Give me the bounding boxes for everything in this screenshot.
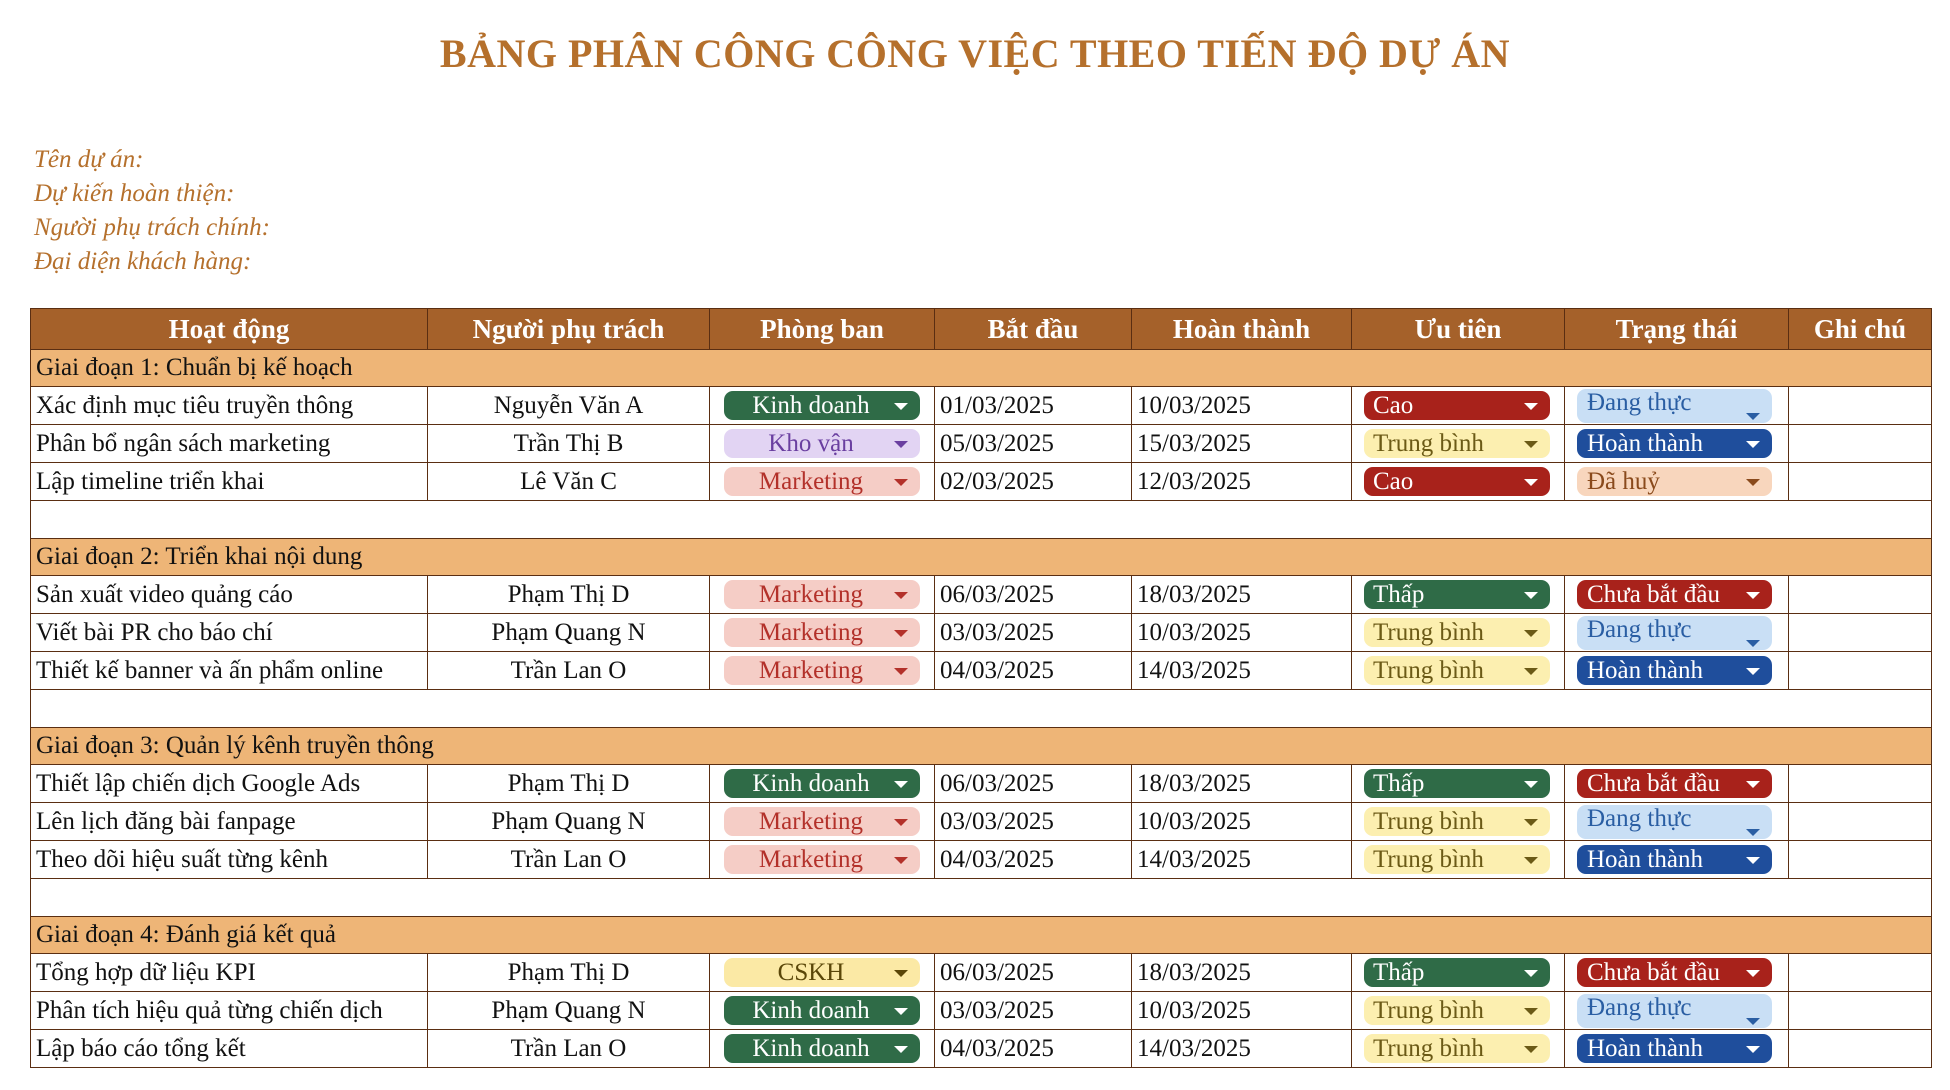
- project-name-label: Tên dự án:: [34, 146, 144, 173]
- phase-row: [31, 539, 1932, 576]
- dropdown-value: Kinh doanh: [752, 1034, 870, 1062]
- activity-cell[interactable]: Sản xuất video quảng cáo: [31, 576, 428, 614]
- chevron-down-icon[interactable]: [894, 441, 908, 448]
- department-wrap: [710, 387, 934, 424]
- dropdown-value: Chưa bắt đầu: [1587, 769, 1720, 797]
- department-cell[interactable]: [710, 803, 935, 841]
- dropdown-value: Kho vận: [768, 429, 854, 457]
- dropdown-value: Hoàn thành: [1587, 656, 1703, 684]
- chevron-down-icon[interactable]: [894, 857, 908, 864]
- priority-dropdown[interactable]: [1364, 391, 1550, 420]
- dropdown-value: Marketing: [758, 467, 864, 495]
- priority-wrap: [1352, 992, 1564, 1029]
- dropdown-value: CSKH: [777, 958, 845, 986]
- owner-cell[interactable]: Phạm Thị D: [428, 954, 710, 992]
- dropdown-value: Chưa bắt đầu: [1587, 580, 1720, 608]
- priority-dropdown[interactable]: [1364, 769, 1550, 798]
- activity-cell[interactable]: Lập báo cáo tổng kết: [31, 1030, 428, 1068]
- priority-wrap: [1352, 1030, 1564, 1067]
- department-cell[interactable]: [710, 576, 935, 614]
- owner-cell[interactable]: Phạm Quang N: [428, 803, 710, 841]
- table-body: [31, 350, 1932, 1068]
- note-cell[interactable]: [1789, 425, 1932, 463]
- chevron-down-icon[interactable]: [1746, 640, 1760, 647]
- priority-wrap: [1352, 387, 1564, 424]
- chevron-down-icon[interactable]: [894, 403, 908, 410]
- header-row: [31, 309, 1932, 350]
- status-dropdown[interactable]: [1577, 845, 1772, 874]
- owner-cell[interactable]: Nguyễn Văn A: [428, 387, 710, 425]
- department-wrap: [710, 992, 934, 1029]
- department-dropdown[interactable]: [724, 996, 920, 1025]
- status-dropdown[interactable]: [1577, 994, 1772, 1028]
- note-cell[interactable]: [1789, 841, 1932, 879]
- end-date-cell[interactable]: 18/03/2025: [1132, 576, 1352, 614]
- department-wrap: [710, 425, 934, 462]
- owner-cell[interactable]: Trần Lan O: [428, 1030, 710, 1068]
- department-dropdown[interactable]: [724, 618, 920, 647]
- phase-row: [31, 350, 1932, 387]
- header-status[interactable]: Trạng thái: [1565, 309, 1789, 350]
- header-department[interactable]: Phòng ban: [710, 309, 935, 350]
- start-date-cell[interactable]: 04/03/2025: [935, 652, 1132, 690]
- chevron-down-icon[interactable]: [1746, 668, 1760, 675]
- department-cell[interactable]: [710, 614, 935, 652]
- dropdown-value: Marketing: [758, 807, 864, 835]
- dropdown-value: Cao: [1373, 467, 1414, 495]
- status-wrap: [1565, 387, 1788, 424]
- department-cell[interactable]: [710, 765, 935, 803]
- priority-cell[interactable]: [1352, 765, 1565, 803]
- priority-dropdown[interactable]: [1364, 845, 1550, 874]
- task-row: [31, 954, 1932, 992]
- owner-cell[interactable]: Phạm Quang N: [428, 614, 710, 652]
- status-wrap: [1565, 954, 1788, 991]
- phase-title: Giai đoạn 1: Chuẩn bị kế hoạch: [31, 350, 1932, 387]
- task-row: [31, 387, 1932, 425]
- note-cell[interactable]: [1789, 992, 1932, 1030]
- owner-cell[interactable]: Phạm Thị D: [428, 576, 710, 614]
- chevron-down-icon[interactable]: [1746, 781, 1760, 788]
- end-date-cell[interactable]: 18/03/2025: [1132, 765, 1352, 803]
- chevron-down-icon[interactable]: [894, 781, 908, 788]
- chevron-down-icon[interactable]: [1746, 592, 1760, 599]
- priority-wrap: [1352, 803, 1564, 840]
- priority-wrap: [1352, 765, 1564, 802]
- priority-dropdown[interactable]: [1364, 1034, 1550, 1063]
- chevron-down-icon[interactable]: [1524, 403, 1538, 410]
- task-row: [31, 425, 1932, 463]
- dropdown-value: Đang thực: [1587, 388, 1692, 416]
- department-dropdown[interactable]: [724, 1034, 920, 1063]
- chevron-down-icon[interactable]: [894, 1046, 908, 1053]
- dropdown-value: Hoàn thành: [1587, 1034, 1703, 1062]
- chevron-down-icon[interactable]: [1524, 630, 1538, 637]
- status-cell[interactable]: [1565, 463, 1789, 501]
- chevron-down-icon[interactable]: [1746, 1018, 1760, 1025]
- status-dropdown[interactable]: [1577, 1034, 1772, 1063]
- task-row: [31, 803, 1932, 841]
- status-dropdown[interactable]: [1577, 958, 1772, 987]
- priority-cell[interactable]: [1352, 841, 1565, 879]
- department-dropdown[interactable]: [724, 467, 920, 496]
- phase-row: [31, 728, 1932, 765]
- priority-wrap: [1352, 463, 1564, 500]
- dropdown-value: Đang thực: [1587, 804, 1692, 832]
- note-cell[interactable]: [1789, 954, 1932, 992]
- owner-cell[interactable]: Trần Lan O: [428, 841, 710, 879]
- start-date-cell[interactable]: 03/03/2025: [935, 992, 1132, 1030]
- chevron-down-icon[interactable]: [1524, 668, 1538, 675]
- status-dropdown[interactable]: [1577, 389, 1772, 423]
- note-cell[interactable]: [1789, 765, 1932, 803]
- dropdown-value: Kinh doanh: [752, 769, 870, 797]
- chevron-down-icon[interactable]: [1524, 781, 1538, 788]
- dropdown-value: Đã huỷ: [1587, 467, 1660, 495]
- chevron-down-icon[interactable]: [1524, 479, 1538, 486]
- start-date-cell[interactable]: 05/03/2025: [935, 425, 1132, 463]
- chevron-down-icon[interactable]: [1524, 970, 1538, 977]
- department-cell[interactable]: [710, 992, 935, 1030]
- header-owner[interactable]: Người phụ trách: [428, 309, 710, 350]
- dropdown-value: Hoàn thành: [1587, 429, 1703, 457]
- dropdown-value: Cao: [1373, 391, 1414, 419]
- activity-cell[interactable]: Lập timeline triển khai: [31, 463, 428, 501]
- department-wrap: [710, 463, 934, 500]
- start-date-cell[interactable]: 03/03/2025: [935, 614, 1132, 652]
- chevron-down-icon[interactable]: [1524, 857, 1538, 864]
- status-cell[interactable]: [1565, 576, 1789, 614]
- end-date-cell[interactable]: 10/03/2025: [1132, 387, 1352, 425]
- start-date-cell[interactable]: 04/03/2025: [935, 1030, 1132, 1068]
- spacer-row: [31, 690, 1932, 728]
- end-date-cell[interactable]: 12/03/2025: [1132, 463, 1352, 501]
- status-dropdown[interactable]: [1577, 429, 1772, 458]
- priority-cell[interactable]: [1352, 652, 1565, 690]
- start-date-cell[interactable]: 02/03/2025: [935, 463, 1132, 501]
- department-wrap: [710, 765, 934, 802]
- end-date-cell[interactable]: 10/03/2025: [1132, 803, 1352, 841]
- department-cell[interactable]: [710, 387, 935, 425]
- status-wrap: [1565, 576, 1788, 613]
- dropdown-value: Trung bình: [1373, 807, 1484, 835]
- dropdown-value: Đang thực: [1587, 615, 1692, 643]
- empty-cell: [31, 879, 1932, 917]
- chevron-down-icon[interactable]: [1746, 1046, 1760, 1053]
- note-cell[interactable]: [1789, 387, 1932, 425]
- status-wrap: [1565, 841, 1788, 878]
- task-row: [31, 463, 1932, 501]
- status-cell[interactable]: [1565, 841, 1789, 879]
- status-dropdown[interactable]: [1577, 769, 1772, 798]
- department-dropdown[interactable]: [724, 391, 920, 420]
- note-cell[interactable]: [1789, 652, 1932, 690]
- task-row: [31, 576, 1932, 614]
- status-cell[interactable]: [1565, 614, 1789, 652]
- end-date-cell[interactable]: 14/03/2025: [1132, 652, 1352, 690]
- empty-cell: [31, 501, 1932, 539]
- project-info: [34, 143, 270, 279]
- status-wrap: [1565, 765, 1788, 802]
- status-dropdown[interactable]: [1577, 616, 1772, 650]
- dropdown-value: Trung bình: [1373, 845, 1484, 873]
- status-wrap: [1565, 803, 1788, 840]
- department-dropdown[interactable]: [724, 580, 920, 609]
- department-dropdown[interactable]: [724, 769, 920, 798]
- department-cell[interactable]: [710, 463, 935, 501]
- status-dropdown[interactable]: [1577, 805, 1772, 839]
- priority-dropdown[interactable]: [1364, 467, 1550, 496]
- task-row: [31, 765, 1932, 803]
- dropdown-value: Đang thực: [1587, 993, 1692, 1021]
- main-owner-label: Người phụ trách chính:: [34, 214, 270, 241]
- note-cell[interactable]: [1789, 803, 1932, 841]
- status-cell[interactable]: [1565, 387, 1789, 425]
- dropdown-value: Thấp: [1373, 769, 1425, 797]
- chevron-down-icon[interactable]: [1746, 857, 1760, 864]
- status-cell[interactable]: [1565, 992, 1789, 1030]
- task-row: [31, 652, 1932, 690]
- owner-cell[interactable]: Trần Lan O: [428, 652, 710, 690]
- department-cell[interactable]: [710, 1030, 935, 1068]
- end-date-cell[interactable]: 18/03/2025: [1132, 954, 1352, 992]
- department-dropdown[interactable]: [724, 656, 920, 685]
- department-cell[interactable]: [710, 954, 935, 992]
- priority-wrap: [1352, 576, 1564, 613]
- activity-cell[interactable]: Xác định mục tiêu truyền thông: [31, 387, 428, 425]
- status-wrap: [1565, 1030, 1788, 1067]
- chevron-down-icon[interactable]: [1524, 819, 1538, 826]
- dropdown-value: Marketing: [758, 845, 864, 873]
- department-wrap: [710, 1030, 934, 1067]
- priority-cell[interactable]: [1352, 387, 1565, 425]
- priority-wrap: [1352, 954, 1564, 991]
- start-date-cell[interactable]: 04/03/2025: [935, 841, 1132, 879]
- department-wrap: [710, 652, 934, 689]
- priority-cell[interactable]: [1352, 1030, 1565, 1068]
- dropdown-value: Hoàn thành: [1587, 845, 1703, 873]
- spacer-row: [31, 879, 1932, 917]
- status-cell[interactable]: [1565, 425, 1789, 463]
- dropdown-value: Marketing: [758, 656, 864, 684]
- department-cell[interactable]: [710, 425, 935, 463]
- priority-cell[interactable]: [1352, 463, 1565, 501]
- chevron-down-icon[interactable]: [1746, 970, 1760, 977]
- start-date-cell[interactable]: 06/03/2025: [935, 954, 1132, 992]
- status-cell[interactable]: [1565, 954, 1789, 992]
- note-cell[interactable]: [1789, 614, 1932, 652]
- department-dropdown[interactable]: [724, 807, 920, 836]
- priority-dropdown[interactable]: [1364, 807, 1550, 836]
- priority-dropdown[interactable]: [1364, 580, 1550, 609]
- status-cell[interactable]: [1565, 652, 1789, 690]
- task-row: [31, 992, 1932, 1030]
- dropdown-value: Kinh doanh: [752, 391, 870, 419]
- end-date-cell[interactable]: 14/03/2025: [1132, 841, 1352, 879]
- chevron-down-icon[interactable]: [894, 630, 908, 637]
- expected-completion-label: Dự kiến hoàn thiện:: [34, 180, 235, 207]
- priority-cell[interactable]: [1352, 614, 1565, 652]
- dropdown-value: Trung bình: [1373, 618, 1484, 646]
- header-note[interactable]: Ghi chú: [1789, 309, 1932, 350]
- header-priority[interactable]: Ưu tiên: [1352, 309, 1565, 350]
- priority-cell[interactable]: [1352, 954, 1565, 992]
- header-activity[interactable]: Hoạt động: [31, 309, 428, 350]
- start-date-cell[interactable]: 06/03/2025: [935, 765, 1132, 803]
- header-end[interactable]: Hoàn thành: [1132, 309, 1352, 350]
- department-cell[interactable]: [710, 652, 935, 690]
- priority-cell[interactable]: [1352, 803, 1565, 841]
- chevron-down-icon[interactable]: [894, 1008, 908, 1015]
- end-date-cell[interactable]: 10/03/2025: [1132, 614, 1352, 652]
- task-row: [31, 1030, 1932, 1068]
- task-row: [31, 614, 1932, 652]
- start-date-cell[interactable]: 01/03/2025: [935, 387, 1132, 425]
- spacer-row: [31, 501, 1932, 539]
- sheet-title: BẢNG PHÂN CÔNG CÔNG VIỆC THEO TIẾN ĐỘ DỰ ÁN: [439, 31, 1511, 76]
- dropdown-value: Trung bình: [1373, 1034, 1484, 1062]
- phase-title: Giai đoạn 4: Đánh giá kết quả: [31, 917, 1932, 954]
- department-wrap: [710, 803, 934, 840]
- status-cell[interactable]: [1565, 765, 1789, 803]
- department-wrap: [710, 954, 934, 991]
- dropdown-value: Chưa bắt đầu: [1587, 958, 1720, 986]
- activity-cell[interactable]: Phân bổ ngân sách marketing: [31, 425, 428, 463]
- chevron-down-icon[interactable]: [1524, 592, 1538, 599]
- dropdown-value: Kinh doanh: [752, 996, 870, 1024]
- owner-cell[interactable]: Lê Văn C: [428, 463, 710, 501]
- chevron-down-icon[interactable]: [1746, 413, 1760, 420]
- chevron-down-icon[interactable]: [1524, 1008, 1538, 1015]
- chevron-down-icon[interactable]: [894, 668, 908, 675]
- priority-cell[interactable]: [1352, 992, 1565, 1030]
- status-dropdown[interactable]: [1577, 656, 1772, 685]
- priority-cell[interactable]: [1352, 425, 1565, 463]
- chevron-down-icon[interactable]: [1524, 1046, 1538, 1053]
- status-wrap: [1565, 425, 1788, 462]
- activity-cell[interactable]: Theo dõi hiệu suất từng kênh: [31, 841, 428, 879]
- status-dropdown[interactable]: [1577, 580, 1772, 609]
- dropdown-value: Thấp: [1373, 580, 1425, 608]
- status-wrap: [1565, 652, 1788, 689]
- dropdown-value: Trung bình: [1373, 996, 1484, 1024]
- end-date-cell[interactable]: 15/03/2025: [1132, 425, 1352, 463]
- chevron-down-icon[interactable]: [1746, 479, 1760, 486]
- note-cell[interactable]: [1789, 463, 1932, 501]
- chevron-down-icon[interactable]: [894, 479, 908, 486]
- client-representative-label: Đại diện khách hàng:: [34, 248, 252, 275]
- dropdown-value: Marketing: [758, 580, 864, 608]
- priority-cell[interactable]: [1352, 576, 1565, 614]
- status-wrap: [1565, 463, 1788, 500]
- start-date-cell[interactable]: 03/03/2025: [935, 803, 1132, 841]
- status-dropdown[interactable]: [1577, 467, 1772, 496]
- priority-dropdown[interactable]: [1364, 958, 1550, 987]
- priority-dropdown[interactable]: [1364, 618, 1550, 647]
- priority-dropdown[interactable]: [1364, 996, 1550, 1025]
- activity-cell[interactable]: Thiết kế banner và ấn phẩm online: [31, 652, 428, 690]
- department-wrap: [710, 841, 934, 878]
- department-wrap: [710, 614, 934, 651]
- department-dropdown[interactable]: [724, 958, 920, 987]
- status-wrap: [1565, 614, 1788, 651]
- owner-cell[interactable]: Trần Thị B: [428, 425, 710, 463]
- activity-cell[interactable]: Viết bài PR cho báo chí: [31, 614, 428, 652]
- activity-cell[interactable]: Lên lịch đăng bài fanpage: [31, 803, 428, 841]
- priority-wrap: [1352, 652, 1564, 689]
- department-cell[interactable]: [710, 841, 935, 879]
- status-wrap: [1565, 992, 1788, 1029]
- task-row: [31, 841, 1932, 879]
- owner-cell[interactable]: Phạm Thị D: [428, 765, 710, 803]
- activity-cell[interactable]: Tổng hợp dữ liệu KPI: [31, 954, 428, 992]
- priority-wrap: [1352, 841, 1564, 878]
- priority-dropdown[interactable]: [1364, 656, 1550, 685]
- chevron-down-icon[interactable]: [894, 819, 908, 826]
- owner-cell[interactable]: Phạm Quang N: [428, 992, 710, 1030]
- dropdown-value: Marketing: [758, 618, 864, 646]
- task-table: [30, 308, 1932, 1068]
- status-cell[interactable]: [1565, 803, 1789, 841]
- phase-title: Giai đoạn 2: Triển khai nội dung: [31, 539, 1932, 576]
- phase-title: Giai đoạn 3: Quản lý kênh truyền thông: [31, 728, 1932, 765]
- note-cell[interactable]: [1789, 1030, 1932, 1068]
- empty-cell: [31, 690, 1932, 728]
- chevron-down-icon[interactable]: [1746, 829, 1760, 836]
- activity-cell[interactable]: Phân tích hiệu quả từng chiến dịch: [31, 992, 428, 1030]
- chevron-down-icon[interactable]: [894, 970, 908, 977]
- department-dropdown[interactable]: [724, 429, 920, 458]
- dropdown-value: Thấp: [1373, 958, 1425, 986]
- end-date-cell[interactable]: 10/03/2025: [1132, 992, 1352, 1030]
- start-date-cell[interactable]: 06/03/2025: [935, 576, 1132, 614]
- activity-cell[interactable]: Thiết lập chiến dịch Google Ads: [31, 765, 428, 803]
- status-cell[interactable]: [1565, 1030, 1789, 1068]
- dropdown-value: Trung bình: [1373, 429, 1484, 457]
- chevron-down-icon[interactable]: [894, 592, 908, 599]
- note-cell[interactable]: [1789, 576, 1932, 614]
- end-date-cell[interactable]: 14/03/2025: [1132, 1030, 1352, 1068]
- department-dropdown[interactable]: [724, 845, 920, 874]
- priority-wrap: [1352, 614, 1564, 651]
- dropdown-value: Trung bình: [1373, 656, 1484, 684]
- header-start[interactable]: Bắt đầu: [935, 309, 1132, 350]
- chevron-down-icon[interactable]: [1746, 441, 1760, 448]
- phase-row: [31, 917, 1932, 954]
- department-wrap: [710, 576, 934, 613]
- chevron-down-icon[interactable]: [1524, 441, 1538, 448]
- priority-dropdown[interactable]: [1364, 429, 1550, 458]
- priority-wrap: [1352, 425, 1564, 462]
